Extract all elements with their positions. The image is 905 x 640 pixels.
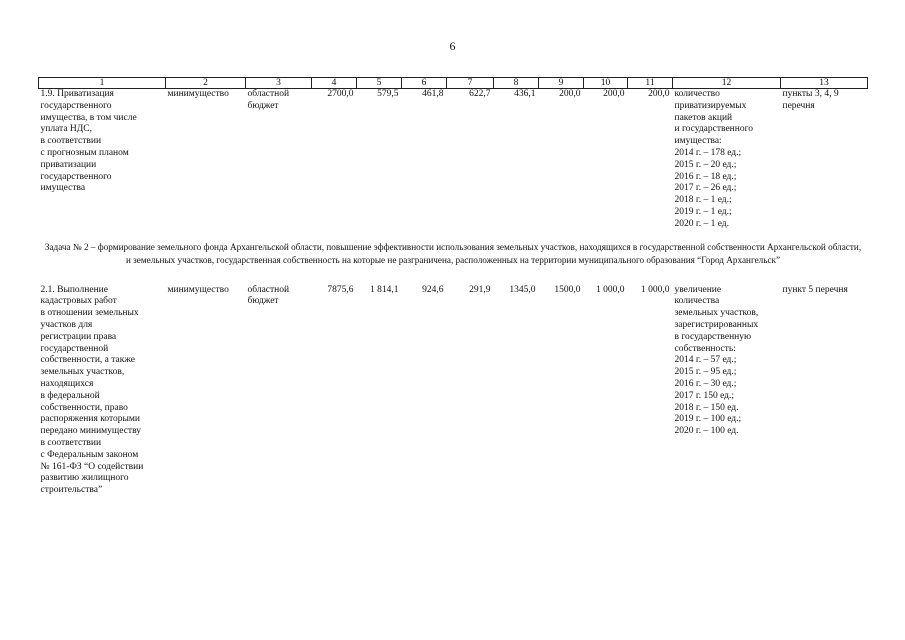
activity-name: 1.9. Приватизация государственного имущества, в том числе уплата НДС, в соответствии с прогнозным планом приватизации государственного имущества — [40, 89, 137, 194]
task-heading-row — [39, 231, 868, 273]
column-number: 1 — [39, 78, 166, 89]
table-row — [39, 285, 868, 497]
column-number: 4 — [312, 78, 357, 89]
amount-year: 579,5 — [377, 89, 399, 99]
amount-total: 2700,0 — [327, 89, 354, 99]
reference: пункт 5 перечня — [782, 284, 848, 295]
amount-year: 200,0 — [648, 89, 670, 99]
amount-year: 924,6 — [422, 284, 444, 295]
amount-total: 7875,6 — [327, 284, 354, 295]
amount-year: 200,0 — [559, 89, 581, 99]
expected-result: количество приватизируемых пакетов акций и государственного имущества: 2014 г. – 178 ед.; 2015 г. – 20 ед.; 2016 г. – 18 ед.; 2017 г. – 26 ед.; 2018 г. – 1 ед.; 2019 г. – 1 ед.; 2020 г. – 1 ед. — [674, 89, 753, 229]
column-number: 9 — [539, 78, 584, 89]
executor: минимущество — [167, 89, 229, 99]
amount-year: 1 000,0 — [596, 284, 625, 295]
amount-year: 436,1 — [514, 89, 536, 99]
column-number: 11 — [628, 78, 673, 89]
amount-year: 622,7 — [469, 89, 491, 99]
column-number-header — [39, 78, 868, 89]
reference: пункты 3, 4, 9 перечня — [782, 89, 839, 111]
executor: минимущество — [167, 284, 229, 295]
task-heading: Задача № 2 – формирование земельного фонда Архангельской области, повышение эффективности использования земельных участков, находящихся в государственной собственности Архангельской области, и земельных участков, государственная собственность на которые не разграничена, расположенных на территории муниципального образования “Город Архангельск” — [44, 241, 862, 265]
amount-year: 1345,0 — [509, 284, 536, 295]
spacer-row — [39, 273, 868, 285]
amount-year: 1 814,1 — [370, 284, 399, 295]
funding-source: областной бюджет — [247, 89, 290, 111]
amount-year: 291,9 — [469, 284, 491, 295]
amount-year: 1 000,0 — [641, 284, 670, 295]
amount-year: 461,8 — [422, 89, 444, 99]
column-number: 10 — [584, 78, 628, 89]
activity-name: 2.1. Выполнение кадастровых работ в отношении земельных участков для регистрации права государственной собственности, а также земельных участков, находящихся в федеральной собственности, право распоряжения которыми передано минимуществу в соответствии с Федеральным законом № 161-ФЗ “О содействии развитию жилищного строительства” — [40, 284, 144, 496]
program-table — [38, 77, 868, 497]
expected-result: увеличение количества земельных участков, зарегистрированных в государственную собственность: 2014 г. – 57 ед.; 2015 г. – 95 ед.; 2016 г. – 30 ед.; 2017 г. 150 ед.; 2018 г. – 150 ед. 2019 г. – 100 ед.; 2020 г. – 100 ед. — [674, 284, 759, 437]
page-number: 6 — [449, 39, 456, 53]
table-row — [39, 89, 868, 231]
column-number: 5 — [357, 78, 402, 89]
funding-source: областной бюджет — [247, 284, 290, 307]
column-number: 3 — [246, 78, 312, 89]
column-number: 6 — [402, 78, 447, 89]
column-number: 12 — [673, 78, 781, 89]
column-number: 7 — [447, 78, 494, 89]
column-number: 8 — [494, 78, 539, 89]
amount-year: 200,0 — [603, 89, 625, 99]
amount-year: 1500,0 — [554, 284, 581, 295]
column-number: 2 — [166, 78, 246, 89]
column-number: 13 — [781, 78, 868, 89]
